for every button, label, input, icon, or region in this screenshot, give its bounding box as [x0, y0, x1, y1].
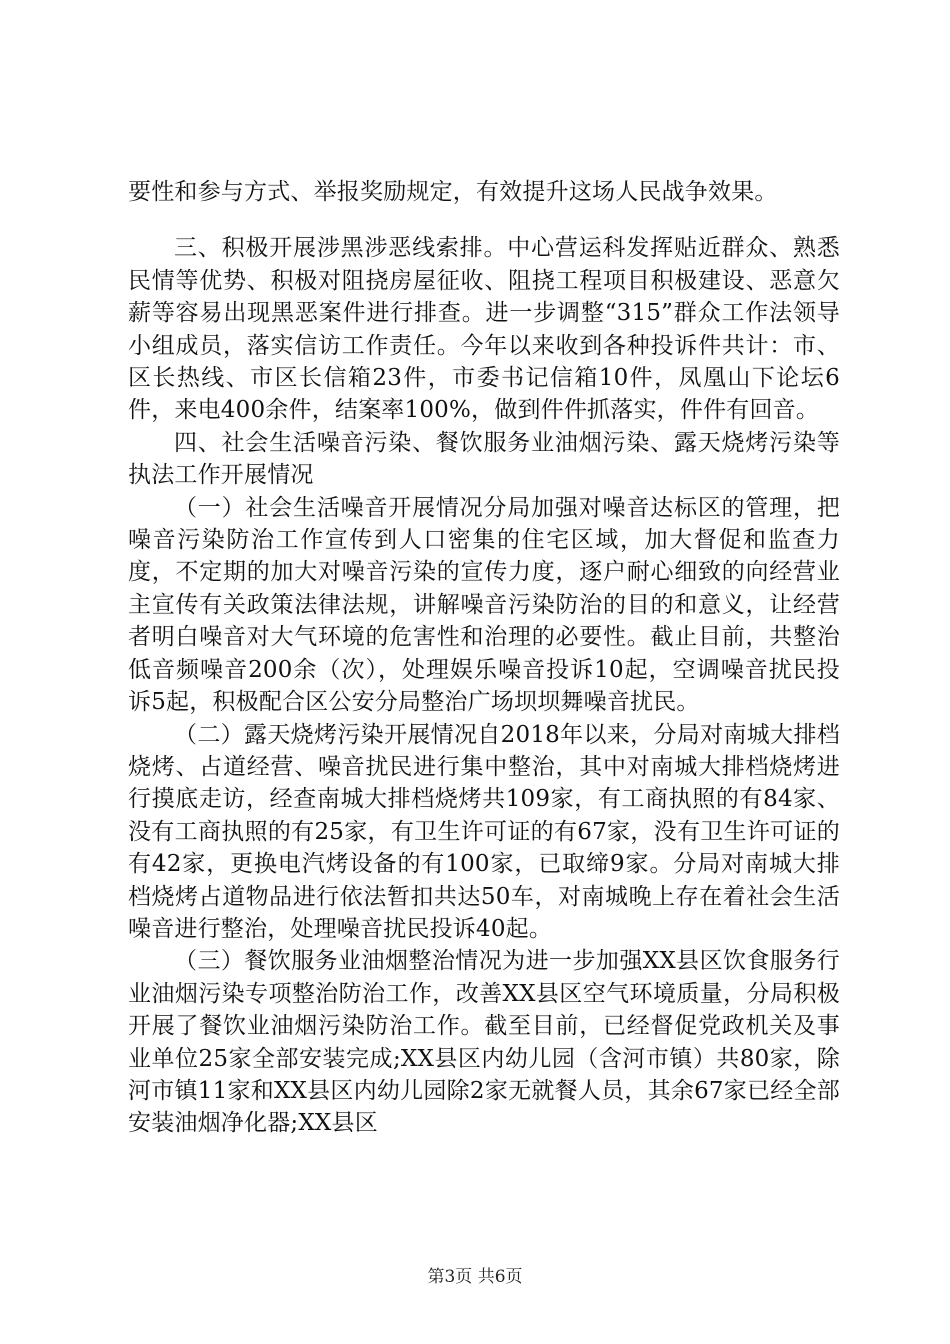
lead-line: 要性和参与方式、举报奖励规定，有效提升这场人民战争效果。 [128, 179, 778, 205]
paragraph-subsection-one: （一）社会生活噪音开展情况分局加强对噪音达标区的管理，把噪音污染防治工作宣传到人口密集的住宅区域，加大督促和监查力度，不定期的加大对噪音污染的宣传力度，逐户耐心细致的向经营业主宣传有关政策法律法规，讲解噪音污染防治的目的和意义，让经营者明白噪音对大气环境的危害性和治理的必要性。截止目前，共整治低音频噪音200余（次），处理娱乐噪音投诉10起，空调噪音扰民投诉5起，积极配合区公安分局整治广场坝坝舞噪音扰民。 [128, 494, 840, 716]
document-body [128, 176, 840, 1140]
paragraph-subsection-three: （三）餐饮服务业油烟整治情况为进一步加强XX县区饮食服务行业油烟污染专项整治防治工作，改善XX县区空气环境质量，分局积极开展了餐饮业油烟污染防治工作。截至目前，已经督促党政机关及事业单位25家全部安装完成;XX县区内幼儿园（含河市镇）共80家，除河市镇11家和XX县区内幼儿园除2家无就餐人员，其余67家已经全部安装油烟净化器;XX县区 [128, 948, 840, 1137]
page-number: 第3页 共6页 [427, 1267, 523, 1287]
paragraph-gap [128, 208, 840, 232]
paragraph-subsection-two: （二）露天烧烤污染开展情况自2018年以来，分局对南城大排档烧烤、占道经营、噪音扰民进行集中整治，其中对南城大排档烧烤进行摸底走访，经查南城大排档烧烤共109家，有工商执照的有84家、没有工商执照的有25家，有卫生许可证的有67家，没有卫生许可证的有42家，更换电汽烤设备的有100家，已取缔9家。分局对南城大排档烧烤占道物品进行依法暂扣共达50车，对南城晚上存在着社会生活噪音进行整治，处理噪音扰民投诉40起。 [128, 721, 840, 942]
paragraph-section-three: 三、积极开展涉黑涉恶线索排。中心营运科发挥贴近群众、熟悉民情等优势、积极对阻挠房屋征收、阻挠工程项目积极建设、恶意欠薪等容易出现黑恶案件进行排查。进一步调整“315”群众工作法领导小组成员，落实信访工作责任。今年以来收到各种投诉件共计：市、区长热线、市区长信箱23件，市委书记信箱10件，凤凰山下论坛6件，来电400余件，结案率100%，做到件件抓落实，件件有回音。 [128, 235, 840, 424]
page-footer [0, 1262, 950, 1287]
paragraph-section-four-heading: 四、社会生活噪音污染、餐饮服务业油烟污染、露天烧烤污染等执法工作开展情况 [128, 429, 840, 489]
